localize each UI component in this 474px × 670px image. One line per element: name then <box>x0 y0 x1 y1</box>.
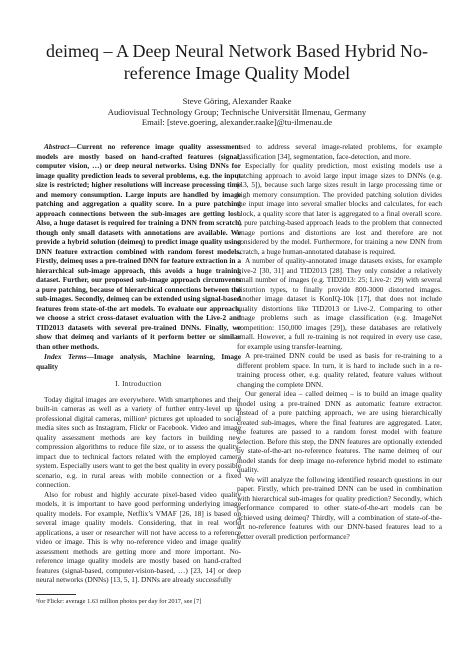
index-terms <box>36 352 241 371</box>
left-column <box>36 142 241 606</box>
footnote-rule <box>36 594 76 595</box>
section-heading: I. Introduction <box>115 379 162 388</box>
index-terms-label: Index Terms <box>44 352 87 361</box>
right-paragraph-4: A pre-trained DNN could be used as basis for re-training to a different problem space. In turn, it is hard to include such in a re-training process other, e.g. quality related, feature values without changing the complete DNN. <box>237 351 442 389</box>
right-column <box>237 142 442 541</box>
index-terms-text: —Image analysis, Machine learning, Image quality <box>36 352 241 371</box>
abstract-text: —Current no reference image quality assessment models are mostly based on hand-crafted features (signal, computer vision, …) or deep neural networks. Using DNNs for image quality prediction leads to several problems, e.g. the input size is restricted; higher resolutions will increase processing time and memory consumption. Large inputs are handled by image patching and aggregation a quality score. In a pure patching approach connections between the sub-images are getting lost. Also, a huge dataset is required for training a DNN from scratch, though only small datasets with annotations are available. We provide a hybrid solution (deimeq) to predict image quality using DNN feature extraction combined with random forest models. Firstly, deimeq uses a pre-trained DNN for feature extraction in a hierarchical sub-image approach, this avoids a huge training dataset. Further, our proposed sub-image approach circumvents a pure patching, because of hierarchical connections between the sub-images. Secondly, deimeq can be extended using signal-based features from state-of-the art models. To evaluate our approach, we choose a strict cross-dataset evaluation with the Live-2 and TID2013 datasets with several pre-trained DNNs. Finally, we show that deimeq and variants of it perform better or similar than other methods. <box>36 142 241 351</box>
right-paragraph-2: Especially for quality prediction, most existing models use a patching approach to avoid large input image sizes to DNNs (e.g. [13, 5]), because such large sizes result in large processing time or high memory consumption. The provided patching solution divides the input image into several smaller blocks and calculates, for each block, a quality score that later is aggregated to a final overall score. A pure patching-based approach leads to the problem that connected image portions and distortions are lost and therefore are not considered by the model. Furthermore, for training a new DNN from scratch, a huge human-annotated database is required. <box>237 161 442 256</box>
paper-title: deimeq – A Deep Neural Network Based Hybrid No-reference Image Quality Model <box>46 41 428 83</box>
right-paragraph-6: We will analyze the following identified research questions in our paper. Firstly, which pre-trained DNN can be used in combination with hierarchical sub-images for quality prediction? Secondly, which performance compared to other state-of-the-art models can be achieved using deimeq? Thirdly, will a combination of state-of-the-art no-reference features with our DNN-based features lead to a better overall prediction performance? <box>237 474 442 541</box>
right-paragraph-1: used to address several image-related problems, for example classification [34], segmentation, face-detection, and more. <box>237 142 442 161</box>
intro-paragraph-1: Today digital images are everywhere. With smartphones and their built-in cameras as well as a variety of further entry-level up to professional digital cameras, million¹ pictures get uploaded to social media sites such as Instagram, Flickr or Facebook. Video and image quality assessment methods are key factors in building new compression algorithms to reduce file size, or to assess the quality-impact due to technical factors related with the employed camera system. Especially users want to get the best quality in every possible scenario, e.g. in rural areas with mobile connection or a fixed connection. <box>36 394 241 489</box>
intro-paragraph-2: Also for robust and highly accurate pixel-based video quality models, it is important to have good performing underlying image quality models. For example, Netflix’s VMAF [26, 18] is based on several image quality models. Considering, that in real world applications, a user or researcher will not have access to a reference video or image. This is why no-reference video and image quality assessment methods are getting more and more important. No-reference image quality models are mostly based on hand-crafted features (signal-based, computer-vision-based, …) [23, 14] or deep neural networks (DNNs) [13, 5, 1]. DNNs are already successfully <box>36 489 241 584</box>
author-block <box>20 96 454 128</box>
author-affiliation: Audiovisual Technology Group; Technische Universität Ilmenau, Germany <box>107 106 367 117</box>
author-email: Email: [steve.goering, alexander.raake]@tu-ilmenau.de <box>141 117 333 127</box>
abstract-label: Abstract <box>44 142 70 151</box>
right-paragraph-3: A number of quality-annotated image datasets exists, for example Live-2 [30, 31] and TID2013 [28]. They only consider a relatively small number of images (e.g. TID2013: 25; Live-2: 29) with several distortion types, to finally provide 800-3000 distorted images. Another image dataset is KonIQ-10k [17], that does not include quality distortions like TID2013 or Live-2. Comparing to other image problems such as image classification (e.g. ImageNet competition: 150,000 images [29]), these databases are relatively small. However, a full re-training is not required in every use case, for example using transfer-learning. <box>237 256 442 351</box>
right-paragraph-5: Our general idea – called deimeq – is to build an image quality model using a pre-trained DNN as automatic feature extractor. Instead of a pure patching approach, we are using hierarchically created sub-images, where the final features are aggregated. Later, the features are passed to a random forest model with feature selection. Before this step, the DNN features are optionally extended by state-of-the-art no-reference features. The name deimeq of our model stands for deep image no-reference hybrid model to estimate quality. <box>237 389 442 474</box>
footnote: ¹for Flickr: average 1.63 million photos per day for 2017, see [7] <box>36 597 202 605</box>
abstract <box>36 142 241 351</box>
author-names: Steve Göring, Alexander Raake <box>182 96 292 106</box>
